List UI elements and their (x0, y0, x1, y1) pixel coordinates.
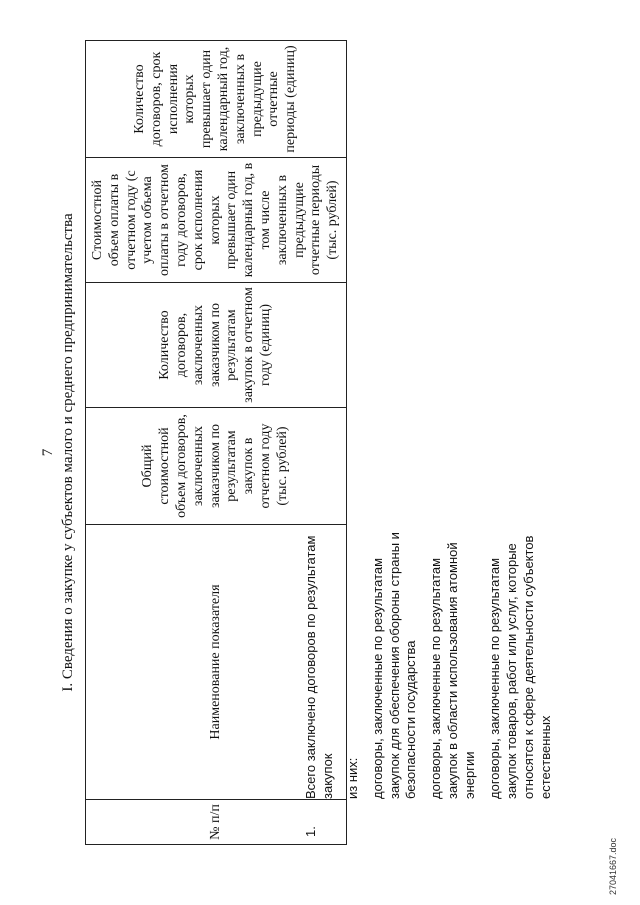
row-text: договоры, заключенные по результатам закупок товаров, работ или услуг, которые относятся к сфере деятельности субъектов естественных (487, 535, 553, 799)
column-header-total-value: Общий стоимостной объем договоров, заключенных заказчиком по результатам закупок в отчетном году (тыс. рублей) (86, 408, 347, 525)
list-item (345, 515, 362, 845)
indicator-rows (303, 515, 563, 845)
page-number: 7 (40, 448, 56, 457)
row-number: 1. (303, 826, 318, 837)
row-text: из них: (344, 757, 360, 799)
column-header-name: Наименование показателя (86, 525, 347, 800)
column-header-payment-value: Стоимостной объем оплаты в отчетном году (с учетом объема оплаты в отчетном году договоров, срок исполнения которых превышает один календарный год, в том числе заключенных в предыдущие отчетные периоды (тыс. рублей) (86, 158, 347, 283)
list-item (370, 515, 421, 845)
row-text: договоры, заключенные по результатам закупок в области использования атомной энергии (428, 542, 478, 799)
list-item (428, 515, 479, 845)
section-title: I. Сведения о закупке у субъектов малого и среднего предпринимательства (60, 213, 76, 692)
list-item (303, 515, 337, 845)
column-header-multiyear-count: Количество договоров, срок исполнения которых превышает один календарный год, заключенных в предыдущие отчетные периоды (единиц) (86, 41, 347, 158)
list-item (487, 515, 555, 845)
row-text: Всего заключено договоров по результатам закупок (303, 535, 335, 799)
row-text: договоры, заключенные по результатам закупок для обеспечения обороны страны и безопасности государства (369, 532, 419, 799)
document-reference: 27041667.doc (608, 837, 618, 895)
column-header-contract-count: Количество договоров, заключенных заказчиком по результатам закупок в отчетном году (единиц) (86, 283, 347, 408)
column-header-number: № п/п (86, 800, 347, 845)
